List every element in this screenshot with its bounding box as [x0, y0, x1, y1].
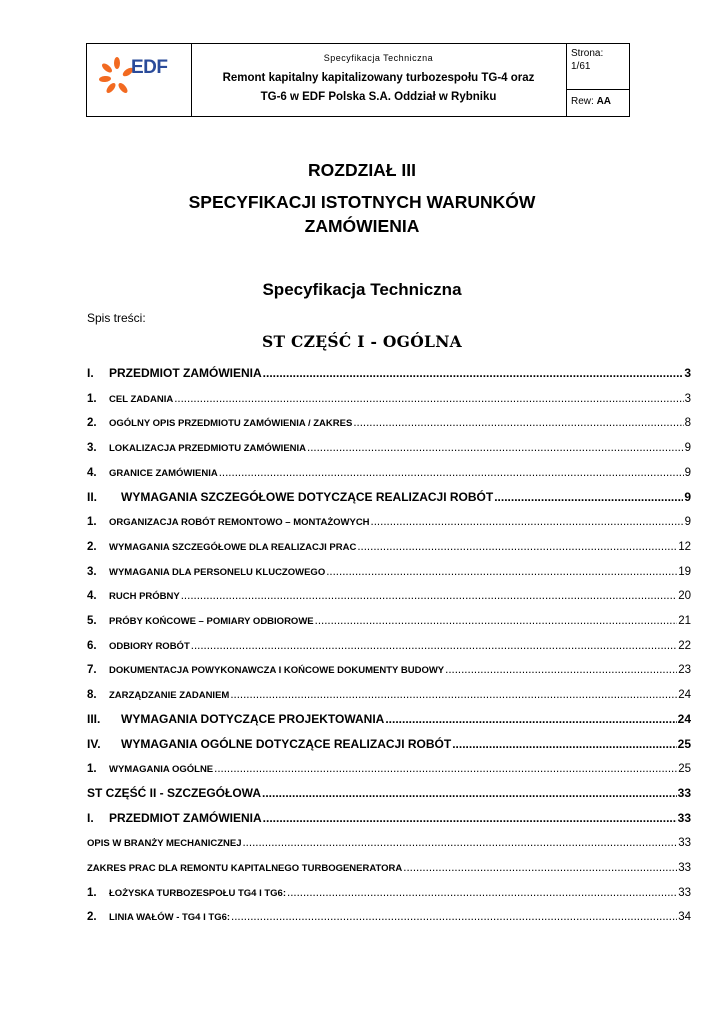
toc-entry-page: 33 — [678, 887, 691, 899]
toc-entry[interactable] — [87, 708, 691, 726]
page-label: Strona: — [571, 48, 604, 59]
toc-entry-page: 24 — [677, 712, 691, 726]
toc-entry-number: 7. — [87, 664, 97, 676]
toc-leader-dots — [315, 615, 678, 627]
toc-entry-number: 2. — [87, 417, 97, 429]
toc-entry-title: OGÓLNY OPIS PRZEDMIOTU ZAMÓWIENIA / ZAKRES — [109, 418, 353, 429]
toc-leader-dots — [214, 763, 677, 775]
toc-entry-number: 4. — [87, 467, 97, 479]
toc-entry[interactable] — [87, 881, 691, 899]
toc-entry-page: 12 — [678, 541, 691, 553]
toc-leader-dots — [191, 640, 677, 652]
toc-entry-page: 33 — [677, 786, 691, 800]
toc-entry-page: 25 — [678, 763, 691, 775]
header-meta-cell — [566, 44, 629, 116]
toc-entry[interactable] — [87, 683, 691, 701]
toc-entry-number: II. — [87, 490, 98, 504]
toc-entry[interactable] — [87, 362, 691, 380]
toc-entry-page: 21 — [678, 615, 691, 627]
toc-entry-page: 25 — [677, 737, 691, 751]
toc-leader-dots — [219, 467, 684, 479]
toc-entry[interactable] — [87, 461, 691, 479]
toc-entry-title: ZAKRES PRAC DLA REMONTU KAPITALNEGO TURBOGENERATORA — [87, 863, 403, 874]
logo-text: EDF — [131, 57, 168, 78]
toc-entry[interactable] — [87, 634, 691, 652]
doc-title-line1: Remont kapitalny kapitalizowany turbozespołu TG-4 oraz — [222, 72, 535, 84]
toc-entry-number: 1. — [87, 393, 97, 405]
toc-entry-page: 9 — [684, 442, 691, 454]
toc-entry[interactable] — [87, 387, 691, 405]
toc-entry-title: WYMAGANIA SZCZEGÓŁOWE DLA REALIZACJI PRAC — [109, 542, 357, 553]
toc-leader-dots — [262, 786, 677, 800]
toc-leader-dots — [263, 366, 684, 380]
chapter-subtitle-line1: SPECYFIKACJI ISTOTNYCH WARUNKÓW — [188, 192, 536, 212]
toc-entry-number: 8. — [87, 689, 97, 701]
toc-entry[interactable] — [87, 658, 691, 676]
toc-leader-dots — [385, 712, 676, 726]
toc-entry-page: 34 — [678, 911, 691, 923]
toc-entry-page: 20 — [678, 590, 691, 602]
toc-entry-page: 8 — [684, 417, 691, 429]
doc-type: Specyfikacja Techniczna — [323, 53, 434, 63]
toc-entry[interactable] — [87, 905, 691, 923]
toc-entry[interactable] — [87, 733, 691, 751]
toc-leader-dots — [357, 541, 677, 553]
toc-entry-page: 23 — [678, 664, 691, 676]
toc-entry[interactable] — [87, 436, 691, 454]
toc-leader-dots — [174, 393, 683, 405]
toc-entry[interactable] — [87, 411, 691, 429]
toc-leader-dots — [445, 664, 677, 676]
toc-entry-number: 3. — [87, 566, 97, 578]
toc-entry-page: 3 — [684, 366, 691, 380]
toc-entry-title: PRZEDMIOT ZAMÓWIENIA — [109, 811, 262, 825]
toc-entry-number: 1. — [87, 763, 97, 775]
toc-entry-title: GRANICE ZAMÓWIENIA — [109, 468, 218, 479]
toc-entry[interactable] — [87, 807, 691, 825]
toc-entry-title: RUCH PRÓBNY — [109, 591, 180, 602]
document-subtitle: Specyfikacja Techniczna — [262, 280, 462, 299]
toc-entry-number: 1. — [87, 887, 97, 899]
toc-entry-title: ST CZĘŚĆ II - SZCZEGÓŁOWA — [87, 786, 261, 800]
toc-entry[interactable] — [87, 486, 691, 504]
toc-entry-number: 5. — [87, 615, 97, 627]
toc-leader-dots — [287, 887, 677, 899]
toc-entry-title: WYMAGANIA OGÓLNE DOTYCZĄCE REALIZACJI ROBÓT — [121, 737, 452, 751]
chapter-subtitle-line2: ZAMÓWIENIA — [304, 216, 420, 236]
toc-entry-title: PRÓBY KOŃCOWE – POMIARY ODBIOROWE — [109, 616, 314, 627]
toc-entry-page: 9 — [684, 516, 691, 528]
toc-entry[interactable] — [87, 510, 691, 528]
toc-entry-title: DOKUMENTACJA POWYKONAWCZA I KOŃCOWE DOKUMENTY BUDOWY — [109, 665, 445, 676]
toc-entry-page: 3 — [684, 393, 691, 405]
rev-value: AA — [596, 96, 612, 107]
toc-entry[interactable] — [87, 535, 691, 553]
toc-entry-number: 6. — [87, 640, 97, 652]
toc-entry-page: 33 — [677, 811, 691, 825]
toc-leader-dots — [403, 862, 677, 874]
toc-leader-dots — [242, 837, 677, 849]
toc-entry[interactable] — [87, 609, 691, 627]
toc-entry-number: 3. — [87, 442, 97, 454]
toc-entry-title: ODBIORY ROBÓT — [109, 641, 190, 652]
toc-label: Spis treści: — [87, 311, 146, 325]
toc-leader-dots — [230, 689, 677, 701]
rev-label: Rew: — [571, 96, 594, 107]
toc-leader-dots — [371, 516, 684, 528]
toc-entry-title: CEL ZADANIA — [109, 394, 174, 405]
toc-entry-number: I. — [87, 366, 94, 380]
toc-entry[interactable] — [87, 757, 691, 775]
revision-info — [566, 90, 629, 116]
doc-title-line2: TG-6 w EDF Polska S.A. Oddział w Rybniku — [260, 91, 497, 103]
toc-entry-number: 2. — [87, 911, 97, 923]
page-info — [566, 44, 629, 90]
toc-entry[interactable] — [87, 856, 691, 874]
doc-title — [191, 69, 566, 107]
toc-entry-title: ZARZĄDZANIE ZADANIEM — [109, 690, 230, 701]
part-heading: ST CZĘŚĆ I - OGÓLNA — [261, 332, 463, 351]
toc-entry[interactable] — [87, 831, 691, 849]
toc-leader-dots — [494, 490, 683, 504]
toc-entry-title: PRZEDMIOT ZAMÓWIENIA — [109, 366, 262, 380]
toc-entry-number: I. — [87, 811, 94, 825]
toc-entry-title: WYMAGANIA DOTYCZĄCE PROJEKTOWANIA — [121, 712, 385, 726]
toc-entry-page: 33 — [678, 837, 691, 849]
toc-leader-dots — [326, 566, 677, 578]
toc-entry-title: LOKALIZACJA PRZEDMIOTU ZAMÓWIENIA — [109, 443, 307, 454]
toc-entry[interactable] — [87, 584, 691, 602]
toc-entry-title: WYMAGANIA DLA PERSONELU KLUCZOWEGO — [109, 567, 326, 578]
toc-entry-page: 33 — [678, 862, 691, 874]
toc-entry-title: WYMAGANIA OGÓLNE — [109, 764, 214, 775]
toc-leader-dots — [307, 442, 684, 454]
toc-entry-page: 19 — [678, 566, 691, 578]
logo-cell — [87, 44, 192, 116]
page-value: 1/61 — [571, 61, 591, 72]
toc-leader-dots — [263, 811, 677, 825]
toc-entry-title: ORGANIZACJA ROBÓT REMONTOWO – MONTAŻOWYCH — [109, 517, 370, 528]
toc-entry-title: WYMAGANIA SZCZEGÓŁOWE DOTYCZĄCE REALIZACJI ROBÓT — [121, 490, 494, 504]
toc-entry-number: IV. — [87, 737, 101, 751]
toc-entry-title: ŁOŻYSKA TURBOZESPOŁU TG4 I TG6: — [109, 888, 286, 899]
document-header — [86, 43, 630, 117]
toc-entry-number: 2. — [87, 541, 97, 553]
chapter-title: ROZDZIAŁ III — [308, 160, 416, 180]
toc-entry-page: 9 — [684, 490, 691, 504]
toc-entry-page: 9 — [684, 467, 691, 479]
toc-entry-page: 24 — [678, 689, 691, 701]
toc-leader-dots — [181, 590, 677, 602]
toc-entry-title: LINIA WAŁÓW - TG4 I TG6: — [109, 912, 231, 923]
toc-entry-number: 4. — [87, 590, 97, 602]
toc-entry[interactable] — [87, 782, 691, 800]
toc-entry-page: 22 — [678, 640, 691, 652]
toc-entry[interactable] — [87, 560, 691, 578]
toc-entry-number: 1. — [87, 516, 97, 528]
toc-entry-number: III. — [87, 712, 101, 726]
toc-entry-title: OPIS W BRANŻY MECHANICZNEJ — [87, 838, 242, 849]
toc-leader-dots — [231, 911, 677, 923]
header-title-cell — [191, 44, 567, 116]
toc-leader-dots — [452, 737, 676, 751]
toc-leader-dots — [353, 417, 683, 429]
